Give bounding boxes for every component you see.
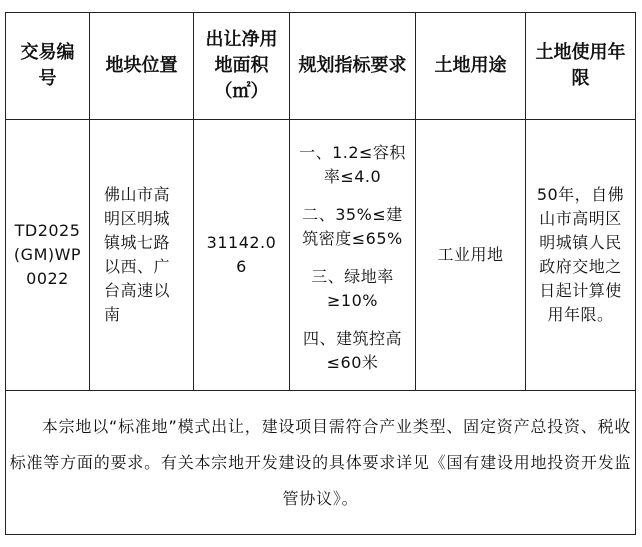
note-text: 本宗地以“标准地”模式出让，建设项目需符合产业类型、固定资产总投资、税收标准等方面的要求。有关本宗地开发建设的具体要求详见《国有建设用地投资开发监管协议》。 — [9, 416, 632, 508]
indicator-item-density: 二、35%≤建筑密度≤65% — [302, 205, 403, 248]
trade-no-value: TD2025(GM)WP0022 — [13, 221, 82, 288]
land-transfer-table — [5, 12, 636, 535]
header-indicators-label: 规划指标要求 — [298, 55, 407, 76]
indicator-list — [290, 141, 415, 375]
cell-usage — [416, 120, 526, 391]
header-usage-label: 土地用途 — [434, 55, 507, 76]
header-area-line1: 出让净用 — [205, 29, 278, 50]
term-value: 50年，自佛山市高明区明城镇人民政府交地之日起计算使用年限。 — [536, 185, 625, 324]
note-row — [6, 391, 636, 535]
usage-value: 工业用地 — [437, 245, 504, 264]
header-term-line2: 限 — [571, 68, 590, 89]
header-trade-no-line2: 号 — [38, 68, 57, 89]
header-row — [6, 13, 636, 120]
indicator-item-green-ratio: 三、绿地率≥10% — [311, 267, 394, 310]
header-indicators — [290, 13, 416, 120]
header-area-line2: 地面积 — [214, 55, 269, 76]
header-area-unit: （㎡） — [214, 81, 269, 102]
cell-trade-no — [6, 120, 90, 391]
land-transfer-table-container — [5, 12, 635, 535]
header-area — [194, 13, 290, 120]
cell-term — [526, 120, 636, 391]
indicator-item-height: 四、建筑控高≤60米 — [302, 329, 402, 372]
header-trade-no — [6, 13, 90, 120]
cell-indicators — [290, 120, 416, 391]
header-trade-no-line1: 交易编 — [20, 42, 75, 63]
cell-note — [6, 391, 636, 535]
data-row — [6, 120, 636, 391]
cell-area — [194, 120, 290, 391]
indicator-item-far: 一、1.2≤容积率≤4.0 — [299, 143, 406, 186]
header-term — [526, 13, 636, 120]
header-location-label: 地块位置 — [105, 55, 178, 76]
area-value: 31142.06 — [206, 233, 277, 276]
header-location — [90, 13, 194, 120]
header-term-line1: 土地使用年 — [535, 42, 626, 63]
location-value: 佛山市高明区明城镇城七路以西、广台高速以南 — [104, 185, 171, 324]
cell-location — [90, 120, 194, 391]
header-usage — [416, 13, 526, 120]
